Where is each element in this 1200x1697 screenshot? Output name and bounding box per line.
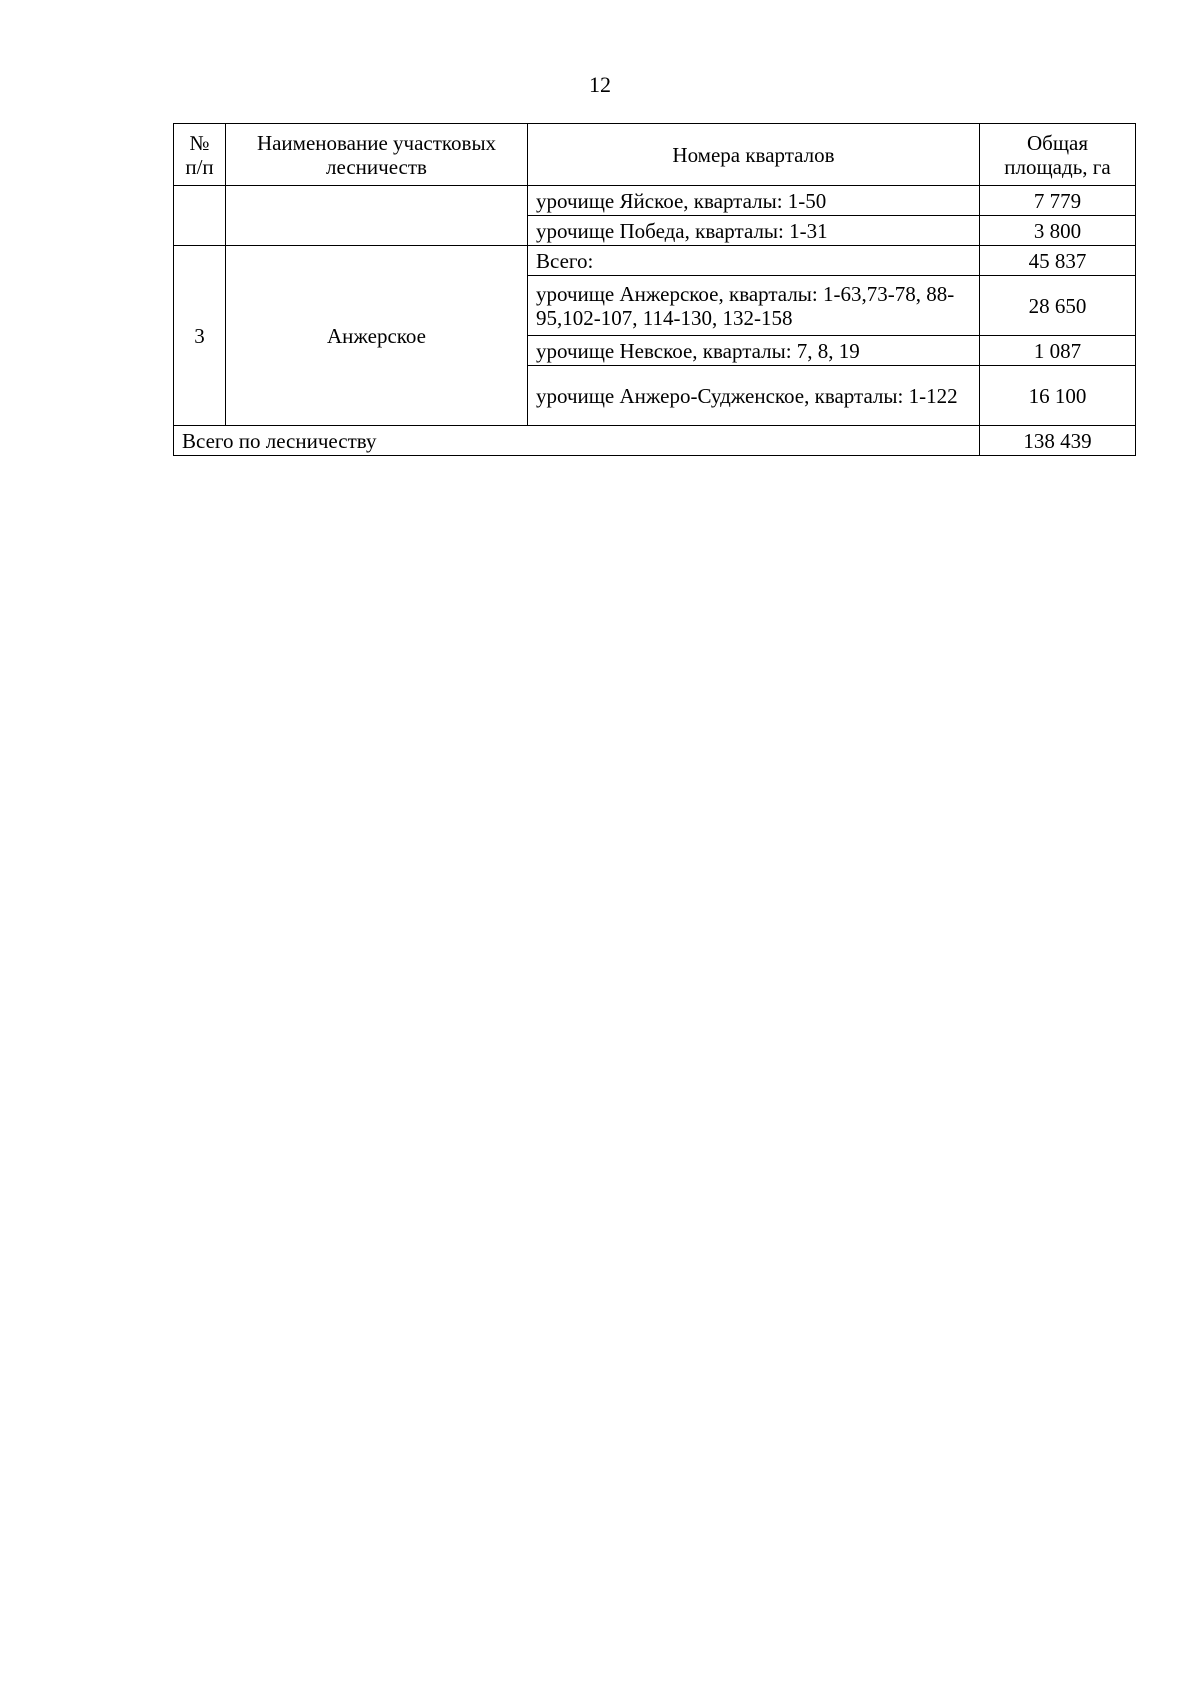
cell-subtotal-area: 45 837 — [980, 246, 1136, 276]
cell-num-empty — [174, 186, 226, 246]
cell-quarters: урочище Невское, кварталы: 7, 8, 19 — [528, 336, 980, 366]
cell-num: 3 — [174, 246, 226, 426]
cell-area: 1 087 — [980, 336, 1136, 366]
cell-area: 28 650 — [980, 276, 1136, 336]
total-area: 138 439 — [980, 426, 1136, 456]
cell-quarters: урочище Анжеро-Судженское, кварталы: 1-122 — [528, 366, 980, 426]
header-quarters: Номера кварталов — [528, 124, 980, 186]
total-label: Всего по лесничеству — [174, 426, 980, 456]
table-total-row — [174, 426, 1136, 456]
cell-area: 16 100 — [980, 366, 1136, 426]
page-number: 12 — [589, 72, 611, 97]
header-area: Общая площадь, га — [980, 124, 1136, 186]
cell-area: 3 800 — [980, 216, 1136, 246]
table-row — [174, 186, 1136, 216]
cell-area: 7 779 — [980, 186, 1136, 216]
cell-quarters: урочище Анжерское, кварталы: 1-63,73-78, 88-95,102-107, 114-130, 132-158 — [528, 276, 980, 336]
forestry-quarters-table — [173, 123, 1136, 456]
header-name: Наименование участковых лесничеств — [226, 124, 528, 186]
table-header-row — [174, 124, 1136, 186]
header-num: № п/п — [174, 124, 226, 186]
cell-name-empty — [226, 186, 528, 246]
table-row — [174, 246, 1136, 276]
cell-forestry-name: Анжерское — [226, 246, 528, 426]
cell-subtotal-label: Всего: — [528, 246, 980, 276]
cell-quarters: урочище Победа, кварталы: 1-31 — [528, 216, 980, 246]
cell-quarters: урочище Яйское, кварталы: 1-50 — [528, 186, 980, 216]
